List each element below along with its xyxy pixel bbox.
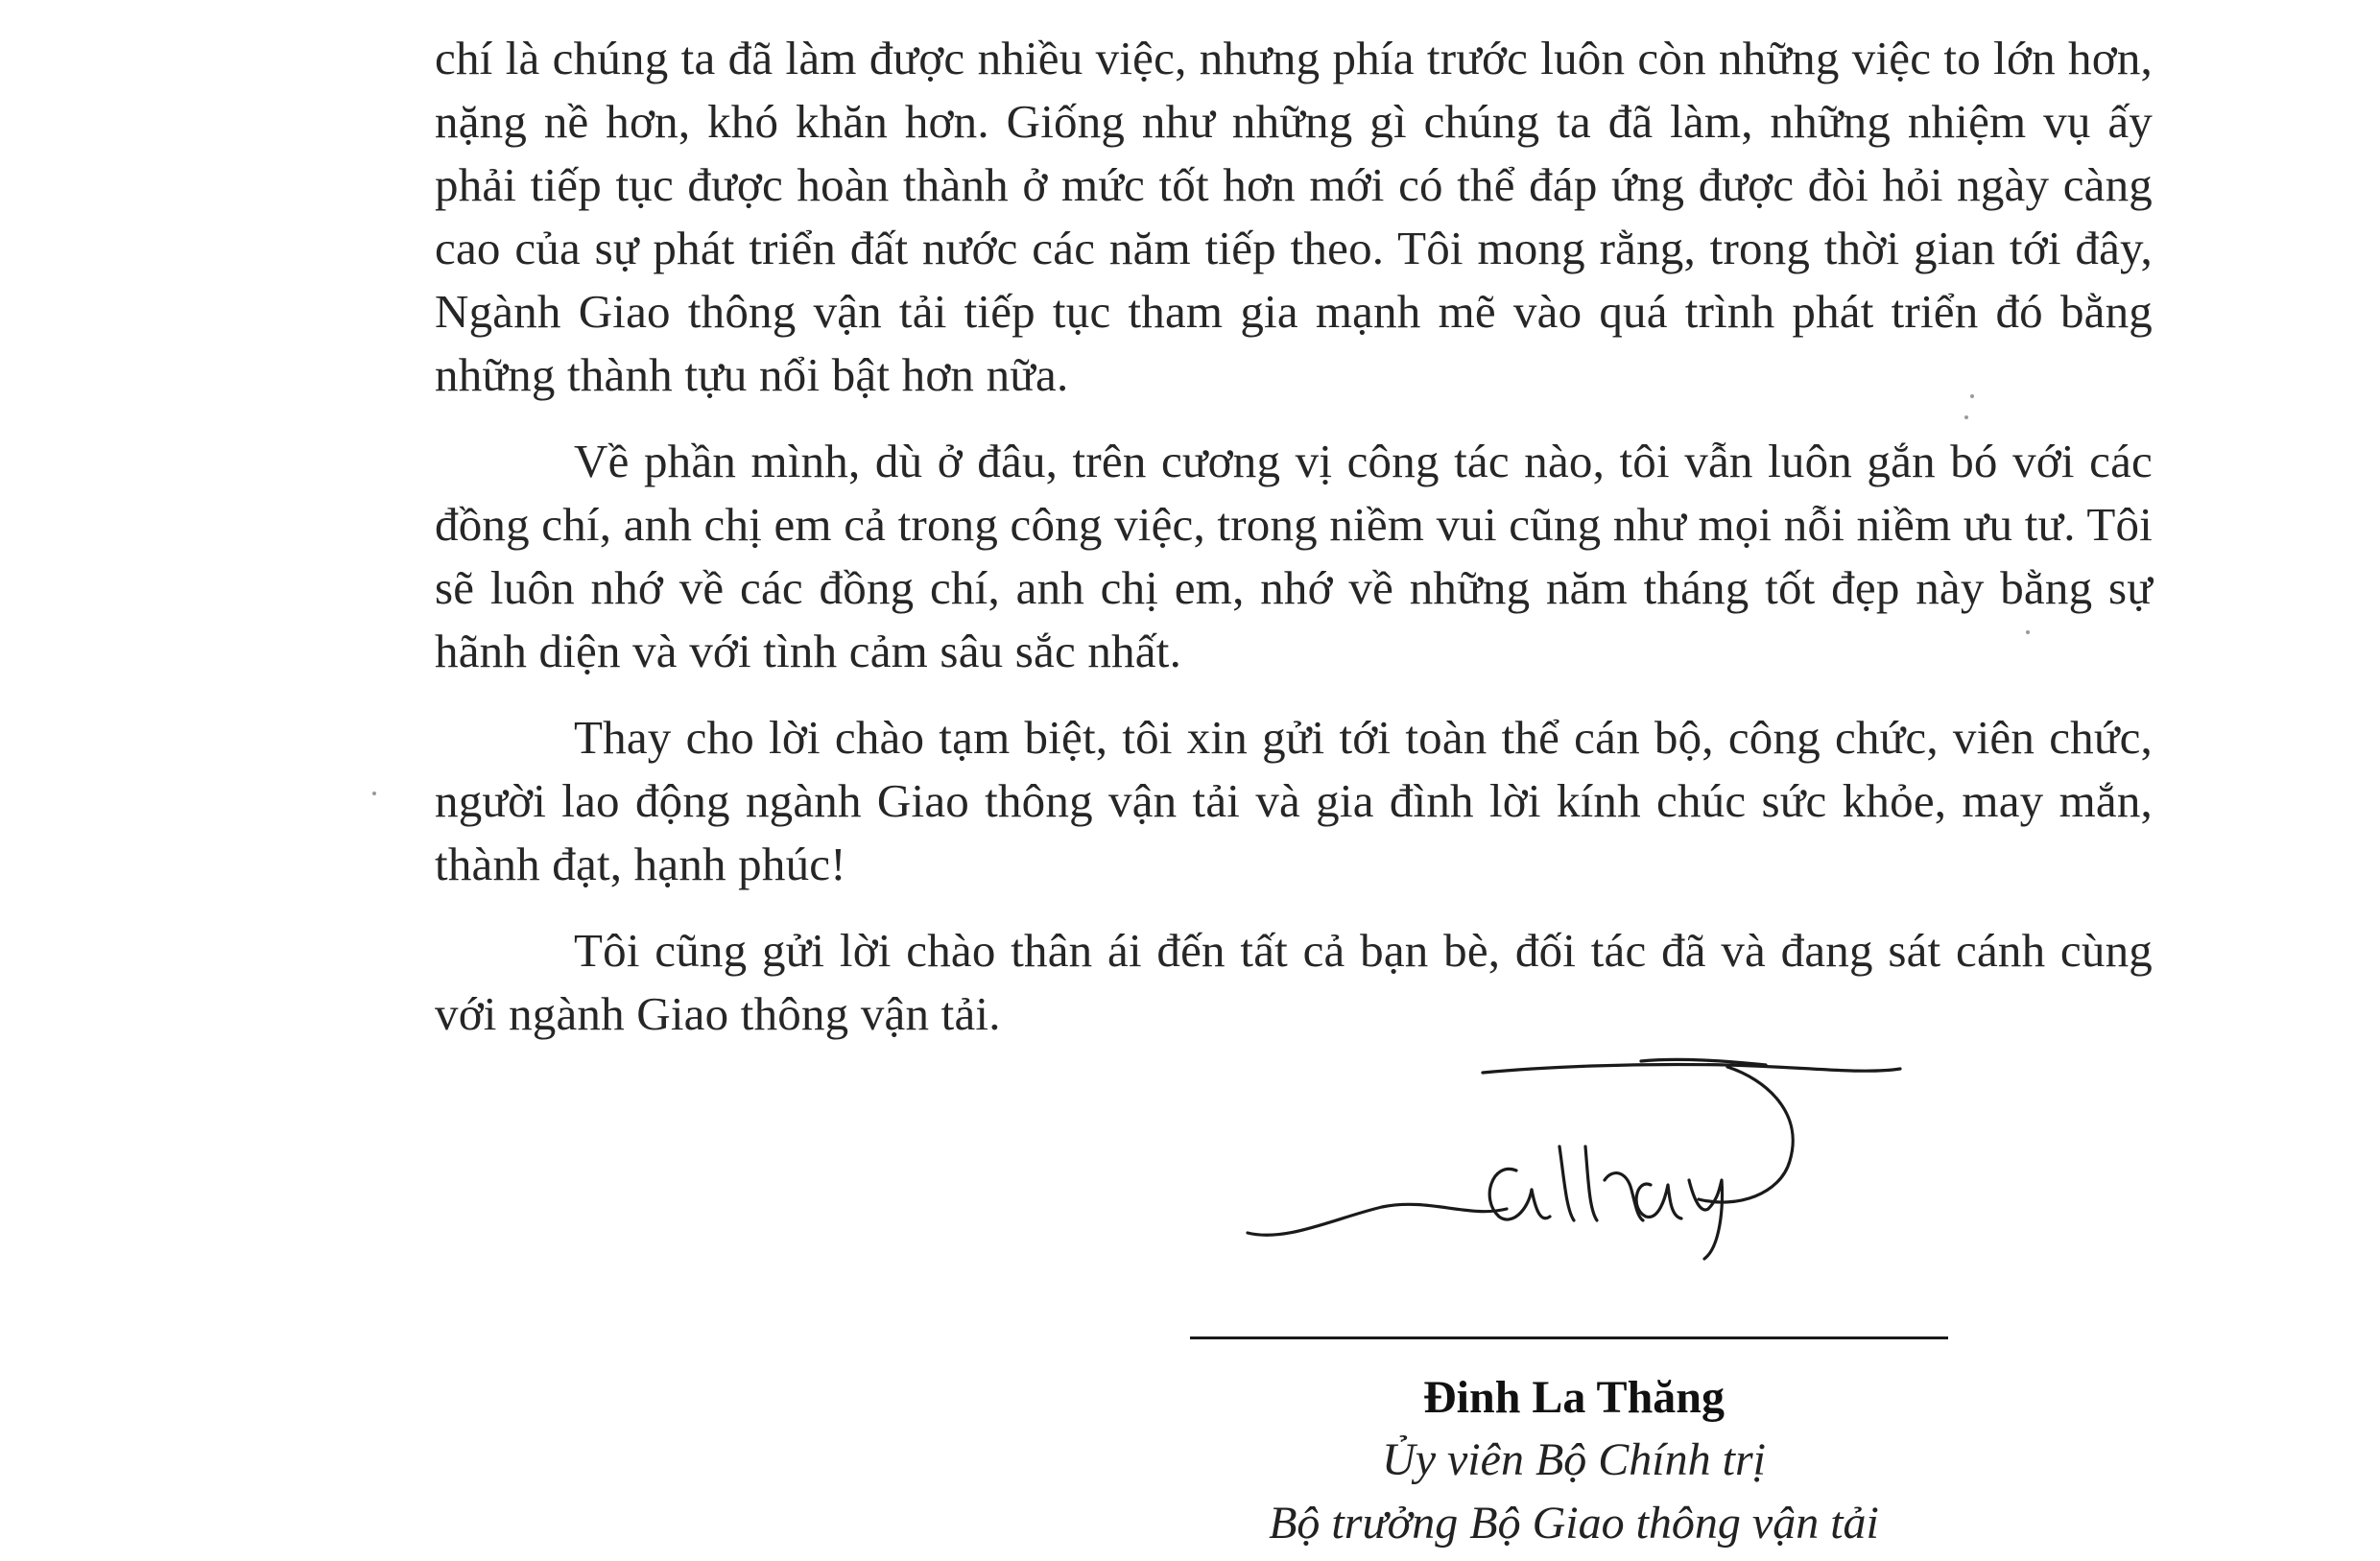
handwritten-signature xyxy=(1228,1055,1958,1286)
scan-speck xyxy=(2026,630,2030,634)
signer-title-politburo: Ủy viên Bộ Chính trị xyxy=(1382,1434,1766,1485)
scan-speck xyxy=(372,792,376,795)
signer-name: Đinh La Thăng xyxy=(1423,1372,1725,1423)
scan-speck xyxy=(1964,415,1968,419)
signer-title-minister: Bộ trưởng Bộ Giao thông vận tải xyxy=(1269,1498,1879,1549)
scan-speck xyxy=(1970,394,1974,398)
paragraph-greetings-partners: Tôi cũng gửi lời chào thân ái đến tất cả bạn bè, đối tác đã và đang sát cánh cùng với ngành Giao thông vận tải. xyxy=(435,924,2153,1040)
signature-drawing xyxy=(1228,1055,1958,1286)
paragraph-farewell-wishes: Thay cho lời chào tạm biệt, tôi xin gửi tới toàn thể cán bộ, công chức, viên chức, người lao động ngành Giao thông vận tải và gia đình lời kính chúc sức khỏe, may mắn, thành đạt, hạnh phúc! xyxy=(435,711,2153,890)
paragraph-continuation: chí là chúng ta đã làm được nhiều việc, nhưng phía trước luôn còn những việc to lớn hơn, nặng nề hơn, khó khăn hơn. Giống như những gì chúng ta đã làm, những nhiệm vụ ấy phải tiếp tục được hoàn thành ở mức tốt hơn mới có thể đáp ứng được đòi hỏi ngày càng cao của sự phát triển đất nước các năm tiếp theo. Tôi mong rằng, trong thời gian tới đây, Ngành Giao thông vận tải tiếp tục tham gia mạnh mẽ vào quá trình phát triển đó bằng những thành tựu nổi bật hơn nữa. xyxy=(435,32,2153,401)
signature-block xyxy=(1056,1367,2092,1555)
paragraph-personal-commitment: Về phần mình, dù ở đâu, trên cương vị công tác nào, tôi vẫn luôn gắn bó với các đồng chí, anh chị em cả trong công việc, trong niềm vui cũng như mọi nỗi niềm ưu tư. Tôi sẽ luôn nhớ về các đồng chí, anh chị em, nhớ về những năm tháng tốt đẹp này bằng sự hãnh diện và với tình cảm sâu sắc nhất. xyxy=(435,435,2153,677)
signature-rule xyxy=(1190,1336,1948,1339)
letter-body xyxy=(435,27,2153,1046)
